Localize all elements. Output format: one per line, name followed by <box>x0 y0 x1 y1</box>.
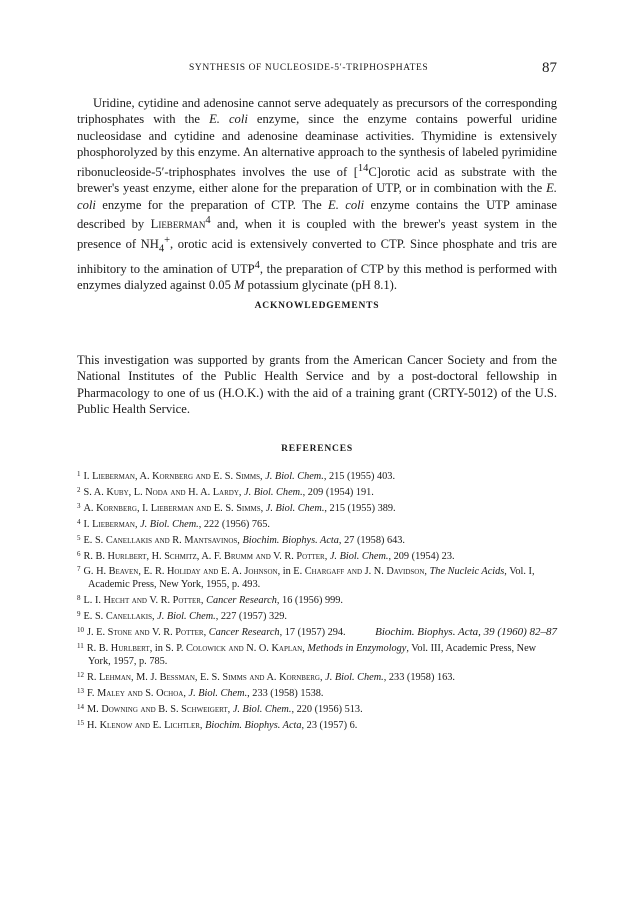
text-run: , 222 (1956) 765. <box>198 518 270 530</box>
text-run: R. <box>87 671 100 683</box>
text-run: , <box>151 611 158 623</box>
text-run: V. R. <box>270 550 297 562</box>
text-run: Kaplan <box>271 642 303 654</box>
text-run: Cancer Research <box>208 627 280 639</box>
text-run: enzyme, since the enzyme contains powerful uridine nucleosidase and cytidine and adenosine deaminase activities. Thymidine is extensively phosphorolyzed by this enzyme. An alternative approach to the synthesis of labeled pyrimidine ribonucleoside-5′-triphosphates involves the use of [ <box>77 112 558 179</box>
text-run: M <box>234 278 245 293</box>
reference-item <box>77 685 557 701</box>
text-run: , <box>238 486 245 498</box>
text-run: Brumm and <box>223 550 271 562</box>
reference-item <box>77 500 557 516</box>
text-run: G. H. <box>83 566 109 578</box>
text-run: Beaven <box>108 566 139 578</box>
text-run: F. <box>87 687 98 699</box>
text-run: Methods in Enzymology <box>307 642 407 654</box>
text-run: Chargaff and <box>304 566 363 578</box>
text-run: , 227 (1957) 329. <box>215 611 287 623</box>
text-run: , I. <box>136 502 151 514</box>
text-run: , 215 (1955) 389. <box>324 502 396 514</box>
reference-number: 13 <box>77 686 84 695</box>
reference-item <box>77 701 557 717</box>
reference-item <box>77 484 557 500</box>
page-header <box>77 60 557 80</box>
reference-number: 12 <box>77 670 84 679</box>
text-run: Holiday and <box>166 566 219 578</box>
reference-item <box>77 608 557 624</box>
text-run: R. B. <box>83 550 108 562</box>
acknowledgements-heading: ACKNOWLEDGEMENTS <box>254 301 380 311</box>
text-run: J. N. <box>362 566 387 578</box>
text-run: , E. S. <box>194 671 223 683</box>
text-run: , A. F. <box>196 550 224 562</box>
text-run: V. R. <box>146 595 173 607</box>
text-run: Hurlbert <box>110 642 150 654</box>
text-run: , <box>260 471 266 482</box>
text-run: J. Biol. Chem. <box>232 703 292 715</box>
reference-number: 9 <box>77 610 81 619</box>
reference-number: 10 <box>77 626 84 635</box>
text-run: Schmitz <box>164 550 197 562</box>
text-run: J. E. <box>87 627 108 639</box>
text-run: + <box>164 234 171 246</box>
text-run: , <box>227 703 233 715</box>
text-run: Potter <box>175 627 204 639</box>
text-run: Hecht and <box>103 595 147 607</box>
text-run: , <box>237 534 243 546</box>
text-run: Kornberg <box>279 671 320 683</box>
text-run: S. <box>142 687 157 699</box>
text-run: , <box>200 595 207 607</box>
text-run: E. S. <box>210 471 236 482</box>
reference-item <box>77 717 557 733</box>
text-run: Biochim. Biophys. Acta <box>205 719 302 731</box>
journal-citation-footer: Biochim. Biophys. Acta, 39 (1960) 82–87 <box>375 626 557 638</box>
text-run: Johnson <box>244 566 278 578</box>
text-run: Klenow and <box>99 719 151 731</box>
text-run: R. B. <box>86 642 111 654</box>
text-run: H. A. <box>185 486 213 498</box>
text-run: , <box>324 550 330 562</box>
reference-item <box>77 548 557 564</box>
text-run: Downing and <box>101 703 156 715</box>
text-run: E. A. <box>218 566 245 578</box>
reference-item <box>77 468 557 484</box>
text-run: Colowick and <box>186 642 244 654</box>
text-run: , in S. P. <box>149 642 187 654</box>
text-run: Kornberg <box>96 502 137 514</box>
text-run: V. R. <box>149 627 176 639</box>
text-run: Canellakis and <box>105 534 170 546</box>
text-run: 4 <box>205 215 211 227</box>
text-run: Noda and <box>145 486 186 498</box>
reference-item <box>77 516 557 532</box>
text-run: Lichtler <box>164 719 200 731</box>
reference-number: 5 <box>77 533 81 542</box>
text-run: J. Biol. Chem. <box>140 518 199 530</box>
reference-item <box>77 592 557 608</box>
text-run: Hurlbert <box>107 550 147 562</box>
text-run: Cancer Research <box>206 595 277 607</box>
text-run: , 215 (1955) 403. <box>323 471 396 482</box>
text-run: Lieberman <box>92 518 135 530</box>
text-run: Simms <box>235 471 261 482</box>
text-run: , 16 (1956) 999. <box>276 595 343 607</box>
text-run: , in E. <box>277 566 305 578</box>
text-run: Ochoa <box>156 687 184 699</box>
text-run: Canellakis <box>105 611 152 623</box>
text-run: C]orotic acid as substrate with the brewer's yeast enzyme, either alone for the preparation of UTP, or in combination with the <box>77 164 557 196</box>
text-run: Lieberman <box>150 217 206 232</box>
text-run: E. coli <box>77 181 557 212</box>
text-run: , the preparation of CTP by this method is performed with enzymes dialyzed against 0.05 <box>77 261 557 293</box>
text-run: Potter <box>172 595 201 607</box>
text-run: , 209 (1954) 191. <box>302 486 374 498</box>
text-run: E. coli <box>209 112 248 127</box>
reference-item <box>77 532 557 548</box>
text-run: J. Biol. Chem. <box>329 550 389 562</box>
text-run: J. Biol. Chem. <box>265 471 324 482</box>
reference-number: 11 <box>77 641 84 650</box>
text-run: I. <box>83 518 93 530</box>
text-run: M. <box>87 703 102 715</box>
text-run: , 27 (1958) 643. <box>338 534 405 546</box>
text-run: J. Biol. Chem. <box>325 671 384 683</box>
text-run: Uridine, cytidine and adenosine cannot serve adequately as precursors of the corresponding triphosphates with the <box>77 96 557 127</box>
text-run: , L. <box>128 486 146 498</box>
reference-number: 8 <box>77 594 81 603</box>
reference-item <box>77 563 557 592</box>
text-run: , 209 (1954) 23. <box>388 550 455 562</box>
reference-number: 4 <box>77 517 81 526</box>
text-run: H. <box>87 719 100 731</box>
reference-item <box>77 669 557 685</box>
text-run: The Nucleic Acids <box>429 566 505 578</box>
text-run: , Vol. I, Academic Press, New York, 1955, p. 493. <box>88 566 535 591</box>
text-run: Bessman <box>159 671 195 683</box>
text-run: , orotic acid is extensively converted to CTP. Since phosphate and tris are inhibitory to the amination of UTP <box>77 236 557 276</box>
text-run: Mantsavinos <box>184 534 238 546</box>
text-run: Simms <box>236 502 261 514</box>
reference-number: 3 <box>77 501 81 510</box>
text-run: Lieberman and <box>150 502 212 514</box>
text-run: I. <box>83 471 93 482</box>
acknowledgements-paragraph: This investigation was supported by grants from the American Cancer Society and from the National Institutes of the Public Health Service and by a post-doctoral fellowship in Pharmacology to one of us (H.O.K.) with the aid of a training grant (CRTY-5012) of the U.S. Public Health Service. <box>77 353 557 417</box>
text-run: enzyme contains the UTP aminase described by <box>77 197 558 232</box>
text-run: A. <box>264 671 280 683</box>
text-run: N. O. <box>243 642 272 654</box>
running-title: SYNTHESIS OF NUCLEOSIDE-5′-TRIPHOSPHATES <box>189 63 429 73</box>
references-list <box>77 468 557 732</box>
reference-number: 14 <box>77 702 84 711</box>
text-run: , 233 (1958) 1538. <box>247 687 324 699</box>
text-run: R. <box>169 534 185 546</box>
body-paragraph <box>77 95 557 294</box>
reference-number: 1 <box>77 470 81 478</box>
reference-number: 2 <box>77 485 81 494</box>
reference-number: 7 <box>77 565 81 574</box>
text-run: Stone and <box>107 627 150 639</box>
text-run: B. S. <box>155 703 182 715</box>
text-run: , Vol. III, Academic Press, New York, 1957, p. 785. <box>88 642 537 667</box>
page-number: 87 <box>542 60 557 76</box>
text-run: J. Biol. Chem. <box>265 502 325 514</box>
text-run: Potter <box>296 550 325 562</box>
text-run: A. <box>83 502 97 514</box>
text-run: Simms and <box>222 671 265 683</box>
text-run: E. S. <box>211 502 237 514</box>
text-run: L. I. <box>83 595 104 607</box>
text-run: , <box>319 671 326 683</box>
text-run: , <box>260 502 266 514</box>
text-run: , <box>183 687 189 699</box>
text-run: enzyme for the preparation of CTP. The <box>95 197 329 212</box>
text-run: , <box>302 642 308 654</box>
text-run: Davidson <box>386 566 425 578</box>
text-run: 14 <box>357 162 369 174</box>
text-run: , 23 (1957) 6. <box>301 719 358 731</box>
text-run: , 17 (1957) 294. <box>279 627 346 639</box>
text-run: Kornberg and <box>152 471 211 482</box>
text-run: , 233 (1958) 163. <box>383 671 455 683</box>
reference-number: 15 <box>77 718 84 727</box>
text-run: E. S. <box>83 611 106 623</box>
text-run: 4 <box>254 259 260 271</box>
text-run: Lardy <box>212 486 239 498</box>
reference-number: 6 <box>77 549 81 558</box>
text-run: , E. R. <box>138 566 167 578</box>
text-run: Kuby <box>106 486 129 498</box>
text-run: , <box>203 627 209 639</box>
references-heading: REFERENCES <box>281 444 353 454</box>
text-run: , <box>199 719 206 731</box>
text-run: , H. <box>146 550 165 562</box>
text-run: Maley and <box>97 687 143 699</box>
text-run: E. coli <box>328 197 365 212</box>
text-run: J. Biol. Chem. <box>188 687 248 699</box>
text-run: 4 <box>158 243 165 255</box>
text-run: Lieberman <box>92 471 135 482</box>
text-run: E. S. <box>83 534 106 546</box>
text-run: , A. <box>134 471 153 482</box>
text-run: S. A. <box>83 486 107 498</box>
text-run: , <box>424 566 430 578</box>
text-run: and, when it is coupled with the brewer's yeast system in the presence of NH <box>77 217 557 251</box>
text-run: potassium glycinate (pH 8.1). <box>244 278 398 293</box>
text-run: E. <box>150 719 165 731</box>
text-run: J. Biol. Chem. <box>157 611 216 623</box>
text-run: Schweigert <box>181 703 228 715</box>
text-run: , <box>134 518 141 530</box>
text-run: Biochim. Biophys. Acta <box>242 534 339 546</box>
text-run: , M. J. <box>131 671 160 683</box>
text-run: Lehman <box>99 671 131 683</box>
text-run: J. Biol. Chem. <box>244 486 303 498</box>
text-run: , 220 (1956) 513. <box>291 703 363 715</box>
reference-item <box>77 640 557 669</box>
